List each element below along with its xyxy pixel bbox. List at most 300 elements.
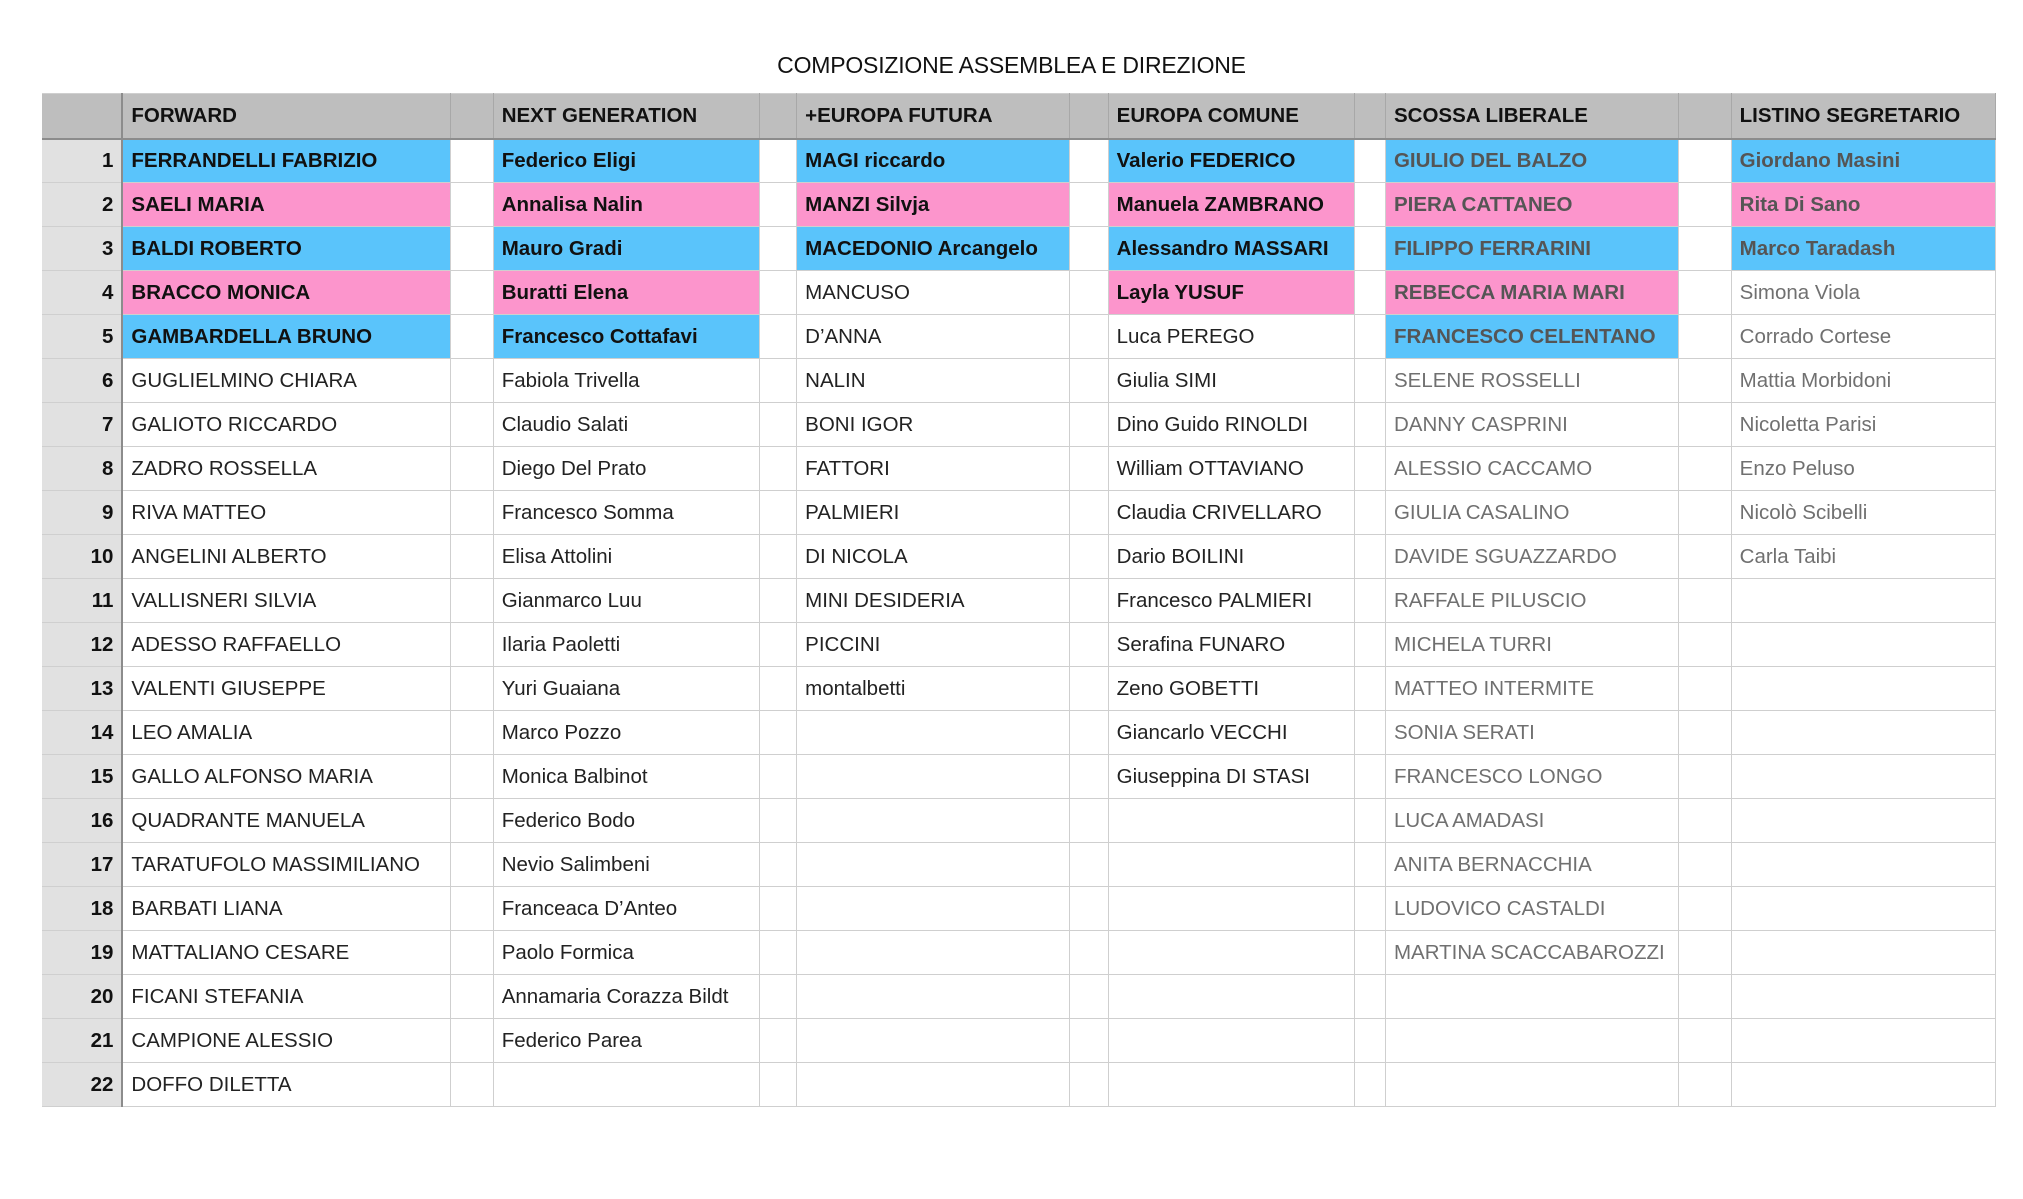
name-cell: DI NICOLA — [797, 535, 1070, 579]
spacer-cell — [1354, 271, 1385, 315]
name-cell: Annalisa Nalin — [493, 183, 759, 227]
name-cell: DAVIDE SGUAZZARDO — [1385, 535, 1678, 579]
name-cell: GIULIO DEL BALZO — [1385, 139, 1678, 183]
name-cell — [1108, 931, 1354, 975]
row-number: 14 — [42, 711, 122, 755]
spacer-header — [1354, 94, 1385, 139]
name-cell — [1108, 975, 1354, 1019]
name-cell: Zeno GOBETTI — [1108, 667, 1354, 711]
spacer-cell — [1354, 887, 1385, 931]
column-header-listino-segretario: LISTINO SEGRETARIO — [1731, 94, 1995, 139]
spacer-cell — [759, 447, 796, 491]
name-cell: D’ANNA — [797, 315, 1070, 359]
name-cell: Mattia Morbidoni — [1731, 359, 1995, 403]
name-cell: DANNY CASPRINI — [1385, 403, 1678, 447]
spacer-cell — [1354, 579, 1385, 623]
spacer-cell — [1679, 667, 1731, 711]
name-cell: Francesco PALMIERI — [1108, 579, 1354, 623]
spacer-cell — [451, 403, 493, 447]
spacer-cell — [451, 315, 493, 359]
row-number: 2 — [42, 183, 122, 227]
column-header-scossa-liberale: SCOSSA LIBERALE — [1385, 94, 1678, 139]
name-cell — [797, 755, 1070, 799]
name-cell: FRANCESCO CELENTANO — [1385, 315, 1678, 359]
name-cell: Fabiola Trivella — [493, 359, 759, 403]
spacer-cell — [1679, 931, 1731, 975]
table-row — [42, 1019, 1996, 1063]
name-cell: LUCA AMADASI — [1385, 799, 1678, 843]
name-cell: Marco Taradash — [1731, 227, 1995, 271]
spacer-cell — [1679, 535, 1731, 579]
name-cell: Marco Pozzo — [493, 711, 759, 755]
name-cell: BALDI ROBERTO — [122, 227, 451, 271]
name-cell: Ilaria Paoletti — [493, 623, 759, 667]
spacer-cell — [451, 843, 493, 887]
table-row — [42, 667, 1996, 711]
table-row — [42, 975, 1996, 1019]
row-number: 13 — [42, 667, 122, 711]
name-cell: RAFFALE PILUSCIO — [1385, 579, 1678, 623]
name-cell: MACEDONIO Arcangelo — [797, 227, 1070, 271]
name-cell — [1108, 887, 1354, 931]
row-number: 18 — [42, 887, 122, 931]
spacer-cell — [759, 491, 796, 535]
name-cell: Franceaca D’Anteo — [493, 887, 759, 931]
spacer-cell — [451, 623, 493, 667]
name-cell — [1731, 579, 1995, 623]
name-cell: Serafina FUNARO — [1108, 623, 1354, 667]
row-number: 8 — [42, 447, 122, 491]
spacer-cell — [1070, 1019, 1108, 1063]
table-row — [42, 183, 1996, 227]
spacer-cell — [1679, 843, 1731, 887]
table-row — [42, 359, 1996, 403]
spacer-cell — [1070, 227, 1108, 271]
name-cell: MANZI Silvja — [797, 183, 1070, 227]
spacer-cell — [1354, 755, 1385, 799]
name-cell — [797, 1019, 1070, 1063]
spacer-cell — [1070, 535, 1108, 579]
name-cell — [797, 975, 1070, 1019]
name-cell: BONI IGOR — [797, 403, 1070, 447]
name-cell: Francesco Cottafavi — [493, 315, 759, 359]
name-cell: Federico Parea — [493, 1019, 759, 1063]
name-cell: Corrado Cortese — [1731, 315, 1995, 359]
spacer-cell — [759, 843, 796, 887]
spacer-cell — [1070, 271, 1108, 315]
table-row — [42, 1063, 1996, 1107]
spacer-cell — [1070, 975, 1108, 1019]
name-cell: MAGI riccardo — [797, 139, 1070, 183]
spacer-cell — [759, 1063, 796, 1107]
row-number: 19 — [42, 931, 122, 975]
name-cell: Giancarlo VECCHI — [1108, 711, 1354, 755]
name-cell: FRANCESCO LONGO — [1385, 755, 1678, 799]
spacer-cell — [759, 315, 796, 359]
spacer-header — [759, 94, 796, 139]
table-row — [42, 887, 1996, 931]
table-row — [42, 843, 1996, 887]
name-cell: BRACCO MONICA — [122, 271, 451, 315]
name-cell: VALLISNERI SILVIA — [122, 579, 451, 623]
name-cell: QUADRANTE MANUELA — [122, 799, 451, 843]
name-cell: Luca PEREGO — [1108, 315, 1354, 359]
name-cell: Giordano Masini — [1731, 139, 1995, 183]
spacer-cell — [451, 271, 493, 315]
spacer-cell — [1679, 579, 1731, 623]
name-cell: MICHELA TURRI — [1385, 623, 1678, 667]
name-cell: VALENTI GIUSEPPE — [122, 667, 451, 711]
spacer-cell — [1070, 755, 1108, 799]
spacer-cell — [1679, 1063, 1731, 1107]
column-header-next-generation: NEXT GENERATION — [493, 94, 759, 139]
row-number: 22 — [42, 1063, 122, 1107]
name-cell: MARTINA SCACCABAROZZI — [1385, 931, 1678, 975]
name-cell: Valerio FEDERICO — [1108, 139, 1354, 183]
spacer-cell — [451, 227, 493, 271]
table-row — [42, 623, 1996, 667]
name-cell — [1731, 755, 1995, 799]
name-cell: GIULIA CASALINO — [1385, 491, 1678, 535]
name-cell: ADESSO RAFFAELLO — [122, 623, 451, 667]
composition-table — [42, 93, 1996, 1107]
name-cell: Monica Balbinot — [493, 755, 759, 799]
spacer-cell — [759, 227, 796, 271]
spacer-cell — [1070, 799, 1108, 843]
spacer-cell — [1354, 359, 1385, 403]
name-cell: Nicoletta Parisi — [1731, 403, 1995, 447]
spacer-cell — [1679, 315, 1731, 359]
table-row — [42, 711, 1996, 755]
name-cell: TARATUFOLO MASSIMILIANO — [122, 843, 451, 887]
name-cell — [1385, 1019, 1678, 1063]
name-cell: PALMIERI — [797, 491, 1070, 535]
name-cell — [1731, 1019, 1995, 1063]
row-number: 3 — [42, 227, 122, 271]
spacer-cell — [1354, 711, 1385, 755]
row-number: 15 — [42, 755, 122, 799]
table-row — [42, 799, 1996, 843]
spacer-cell — [1070, 183, 1108, 227]
spacer-cell — [1354, 183, 1385, 227]
spacer-cell — [1679, 755, 1731, 799]
spacer-cell — [1354, 447, 1385, 491]
spacer-cell — [451, 667, 493, 711]
spacer-cell — [1354, 315, 1385, 359]
name-cell — [797, 931, 1070, 975]
spacer-cell — [451, 447, 493, 491]
spacer-cell — [1679, 887, 1731, 931]
name-cell: Nevio Salimbeni — [493, 843, 759, 887]
spacer-cell — [1070, 579, 1108, 623]
spacer-header — [1679, 94, 1731, 139]
spacer-cell — [759, 623, 796, 667]
spacer-cell — [1679, 271, 1731, 315]
spacer-cell — [759, 579, 796, 623]
spacer-cell — [1679, 491, 1731, 535]
spacer-cell — [451, 887, 493, 931]
spacer-cell — [759, 1019, 796, 1063]
row-number: 11 — [42, 579, 122, 623]
spacer-cell — [1679, 623, 1731, 667]
name-cell — [797, 799, 1070, 843]
name-cell: ANITA BERNACCHIA — [1385, 843, 1678, 887]
name-cell: ALESSIO CACCAMO — [1385, 447, 1678, 491]
corner-cell — [42, 94, 122, 139]
name-cell: Dino Guido RINOLDI — [1108, 403, 1354, 447]
name-cell: Gianmarco Luu — [493, 579, 759, 623]
name-cell: SELENE ROSSELLI — [1385, 359, 1678, 403]
name-cell: montalbetti — [797, 667, 1070, 711]
name-cell: GAMBARDELLA BRUNO — [122, 315, 451, 359]
spacer-cell — [759, 667, 796, 711]
row-number: 5 — [42, 315, 122, 359]
name-cell: GUGLIELMINO CHIARA — [122, 359, 451, 403]
spacer-cell — [759, 139, 796, 183]
spacer-cell — [1070, 931, 1108, 975]
name-cell — [1731, 667, 1995, 711]
spacer-cell — [1070, 315, 1108, 359]
header-row — [42, 94, 1996, 139]
spacer-cell — [1679, 975, 1731, 1019]
spacer-cell — [1679, 359, 1731, 403]
name-cell: Claudio Salati — [493, 403, 759, 447]
table-row — [42, 139, 1996, 183]
name-cell: Manuela ZAMBRANO — [1108, 183, 1354, 227]
spacer-cell — [1354, 139, 1385, 183]
spacer-cell — [451, 799, 493, 843]
spacer-cell — [1679, 139, 1731, 183]
spacer-cell — [451, 535, 493, 579]
name-cell — [493, 1063, 759, 1107]
spacer-cell — [759, 931, 796, 975]
spacer-cell — [1679, 183, 1731, 227]
column-header-europa-comune: EUROPA COMUNE — [1108, 94, 1354, 139]
name-cell: PIERA CATTANEO — [1385, 183, 1678, 227]
spacer-cell — [1354, 491, 1385, 535]
column-header-europa-futura: +EUROPA FUTURA — [797, 94, 1070, 139]
spacer-cell — [451, 579, 493, 623]
name-cell: GALLO ALFONSO MARIA — [122, 755, 451, 799]
name-cell: Federico Bodo — [493, 799, 759, 843]
name-cell — [1731, 1063, 1995, 1107]
spacer-cell — [451, 1019, 493, 1063]
name-cell — [1108, 799, 1354, 843]
name-cell — [1108, 1019, 1354, 1063]
spacer-cell — [1679, 1019, 1731, 1063]
name-cell — [1731, 623, 1995, 667]
name-cell: BARBATI LIANA — [122, 887, 451, 931]
name-cell: MATTALIANO CESARE — [122, 931, 451, 975]
spacer-cell — [1070, 359, 1108, 403]
name-cell: MANCUSO — [797, 271, 1070, 315]
spacer-cell — [1354, 623, 1385, 667]
row-number: 9 — [42, 491, 122, 535]
spacer-cell — [451, 359, 493, 403]
name-cell: Federico Eligi — [493, 139, 759, 183]
row-number: 6 — [42, 359, 122, 403]
spacer-cell — [1679, 227, 1731, 271]
table-row — [42, 227, 1996, 271]
name-cell: Giuseppina DI STASI — [1108, 755, 1354, 799]
spacer-cell — [1070, 623, 1108, 667]
name-cell: Yuri Guaiana — [493, 667, 759, 711]
spacer-cell — [1679, 403, 1731, 447]
spacer-cell — [451, 975, 493, 1019]
spacer-cell — [451, 1063, 493, 1107]
table-row — [42, 447, 1996, 491]
name-cell: Layla YUSUF — [1108, 271, 1354, 315]
spacer-cell — [1070, 139, 1108, 183]
spacer-cell — [451, 183, 493, 227]
spacer-cell — [1070, 711, 1108, 755]
column-header-forward: FORWARD — [122, 94, 451, 139]
row-number: 16 — [42, 799, 122, 843]
name-cell: Paolo Formica — [493, 931, 759, 975]
name-cell: Rita Di Sano — [1731, 183, 1995, 227]
name-cell: Carla Taibi — [1731, 535, 1995, 579]
spacer-cell — [451, 139, 493, 183]
row-number: 21 — [42, 1019, 122, 1063]
name-cell: Diego Del Prato — [493, 447, 759, 491]
name-cell — [1385, 975, 1678, 1019]
name-cell: William OTTAVIANO — [1108, 447, 1354, 491]
name-cell: CAMPIONE ALESSIO — [122, 1019, 451, 1063]
name-cell: FERRANDELLI FABRIZIO — [122, 139, 451, 183]
spacer-cell — [1070, 667, 1108, 711]
name-cell — [1108, 1063, 1354, 1107]
spacer-cell — [759, 535, 796, 579]
page-title: COMPOSIZIONE ASSEMBLEA E DIREZIONE — [777, 52, 1246, 78]
table-row — [42, 315, 1996, 359]
name-cell: FILIPPO FERRARINI — [1385, 227, 1678, 271]
name-cell: Francesco Somma — [493, 491, 759, 535]
spacer-cell — [451, 491, 493, 535]
name-cell: SONIA SERATI — [1385, 711, 1678, 755]
name-cell: ANGELINI ALBERTO — [122, 535, 451, 579]
name-cell: Simona Viola — [1731, 271, 1995, 315]
name-cell: FATTORI — [797, 447, 1070, 491]
name-cell: NALIN — [797, 359, 1070, 403]
name-cell: Giulia SIMI — [1108, 359, 1354, 403]
name-cell: LEO AMALIA — [122, 711, 451, 755]
row-number: 4 — [42, 271, 122, 315]
name-cell: FICANI STEFANIA — [122, 975, 451, 1019]
row-number: 12 — [42, 623, 122, 667]
name-cell — [1731, 975, 1995, 1019]
name-cell — [797, 711, 1070, 755]
spacer-cell — [451, 755, 493, 799]
spacer-cell — [1070, 887, 1108, 931]
spacer-cell — [1354, 799, 1385, 843]
name-cell: REBECCA MARIA MARI — [1385, 271, 1678, 315]
table-row — [42, 403, 1996, 447]
name-cell — [797, 887, 1070, 931]
spacer-cell — [1354, 975, 1385, 1019]
name-cell: LUDOVICO CASTALDI — [1385, 887, 1678, 931]
spacer-cell — [1354, 931, 1385, 975]
name-cell: Buratti Elena — [493, 271, 759, 315]
name-cell — [1731, 711, 1995, 755]
spacer-cell — [1679, 711, 1731, 755]
row-number: 17 — [42, 843, 122, 887]
name-cell: ZADRO ROSSELLA — [122, 447, 451, 491]
name-cell: Alessandro MASSARI — [1108, 227, 1354, 271]
spacer-header — [451, 94, 493, 139]
spacer-cell — [759, 799, 796, 843]
table-row — [42, 271, 1996, 315]
name-cell — [1731, 887, 1995, 931]
table-row — [42, 491, 1996, 535]
spacer-cell — [1070, 491, 1108, 535]
spacer-cell — [1354, 1019, 1385, 1063]
spacer-cell — [1070, 1063, 1108, 1107]
row-number: 10 — [42, 535, 122, 579]
spacer-cell — [451, 711, 493, 755]
spacer-cell — [1354, 227, 1385, 271]
name-cell: Claudia CRIVELLARO — [1108, 491, 1354, 535]
row-number: 1 — [42, 139, 122, 183]
name-cell — [1108, 843, 1354, 887]
name-cell — [1731, 931, 1995, 975]
spacer-cell — [1354, 667, 1385, 711]
spacer-cell — [759, 975, 796, 1019]
name-cell — [797, 843, 1070, 887]
spacer-cell — [759, 755, 796, 799]
name-cell: Nicolò Scibelli — [1731, 491, 1995, 535]
spacer-cell — [759, 271, 796, 315]
spacer-cell — [759, 183, 796, 227]
spacer-cell — [1354, 535, 1385, 579]
name-cell: MATTEO INTERMITE — [1385, 667, 1678, 711]
spacer-cell — [1679, 447, 1731, 491]
name-cell — [1731, 799, 1995, 843]
spacer-cell — [1070, 447, 1108, 491]
spacer-cell — [1070, 843, 1108, 887]
name-cell — [797, 1063, 1070, 1107]
row-number: 20 — [42, 975, 122, 1019]
spacer-cell — [1354, 843, 1385, 887]
table-row — [42, 535, 1996, 579]
name-cell: RIVA MATTEO — [122, 491, 451, 535]
spacer-cell — [759, 359, 796, 403]
spacer-cell — [759, 711, 796, 755]
spacer-cell — [1354, 1063, 1385, 1107]
name-cell: DOFFO DILETTA — [122, 1063, 451, 1107]
name-cell: Elisa Attolini — [493, 535, 759, 579]
table-row — [42, 579, 1996, 623]
row-number: 7 — [42, 403, 122, 447]
spacer-cell — [1070, 403, 1108, 447]
name-cell: PICCINI — [797, 623, 1070, 667]
name-cell: GALIOTO RICCARDO — [122, 403, 451, 447]
spacer-cell — [1679, 799, 1731, 843]
table-row — [42, 931, 1996, 975]
name-cell: SAELI MARIA — [122, 183, 451, 227]
spacer-cell — [451, 931, 493, 975]
name-cell: MINI DESIDERIA — [797, 579, 1070, 623]
name-cell — [1385, 1063, 1678, 1107]
name-cell — [1731, 843, 1995, 887]
spacer-cell — [759, 887, 796, 931]
name-cell: Dario BOILINI — [1108, 535, 1354, 579]
name-cell: Annamaria Corazza Bildt — [493, 975, 759, 1019]
spacer-cell — [759, 403, 796, 447]
name-cell: Mauro Gradi — [493, 227, 759, 271]
spacer-cell — [1354, 403, 1385, 447]
spacer-header — [1070, 94, 1108, 139]
name-cell: Enzo Peluso — [1731, 447, 1995, 491]
